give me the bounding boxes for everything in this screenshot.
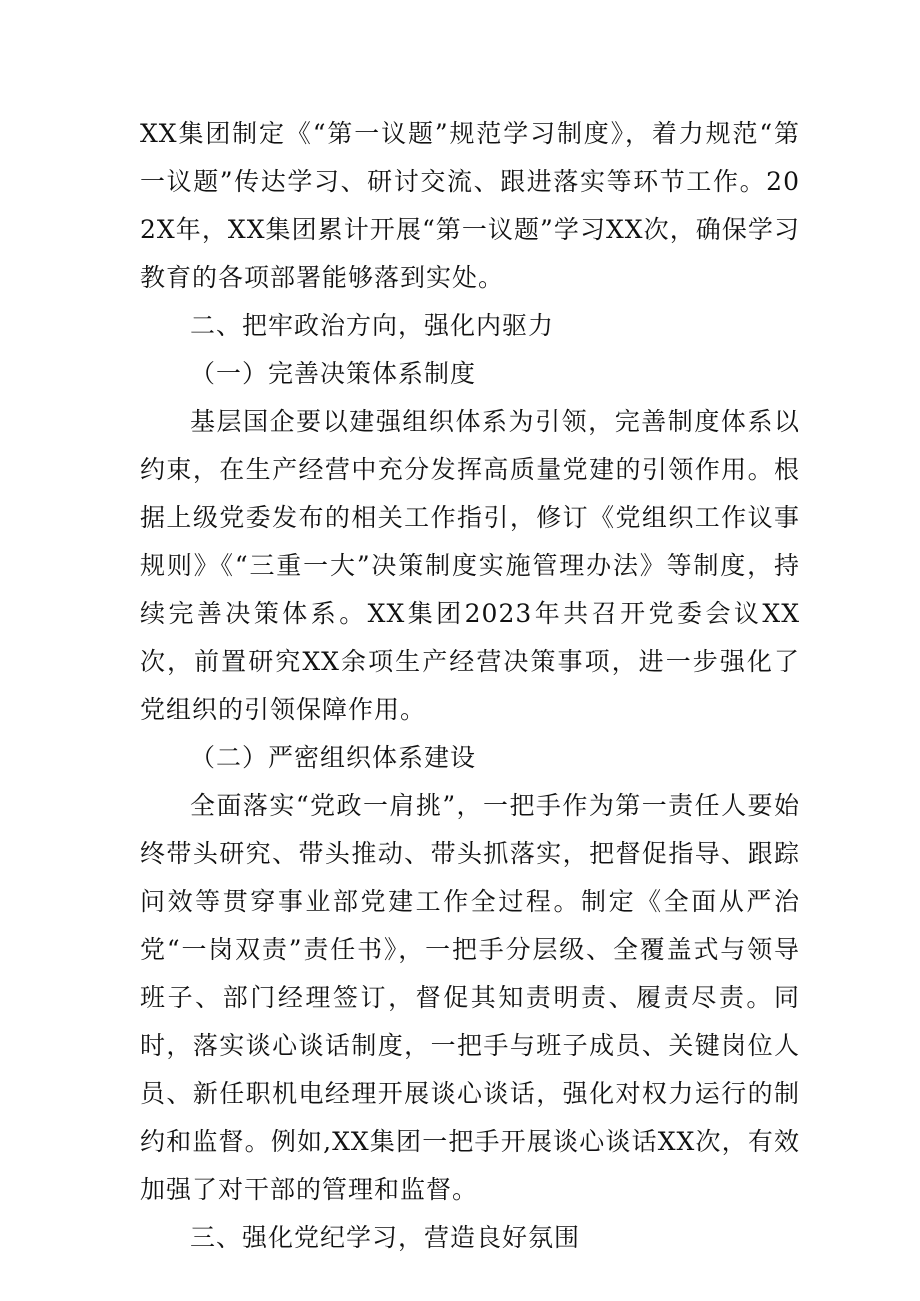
paragraph-2-1: 基层国企要以建强组织体系为引领，完善制度体系以约束，在生产经营中充分发挥高质量党建的引领作用。根据上级党委发布的相关工作指引，修订《党组织工作议事规则》《“三重一大”决策制度实施管理办法》等制度，持续完善决策体系。XX集团2023年共召开党委会议XX次，前置研究XX余项生产经营决策事项，进一步强化了党组织的引领保障作用。 <box>140 407 800 724</box>
paragraph-2-2: 全面落实“党政一肩挑”，一把手作为第一责任人要始终带头研究、带头推动、带头抓落实，把督促指导、跟踪问效等贯穿事业部党建工作全过程。制定《全面从严治党“一岗双责”责任书》，一把手分层级、全覆盖式与领导班子、部门经理签订，督促其知责明责、履责尽责。同时，落实谈心谈话制度，一把手与班子成员、关键岗位人员、新任职机电经理开展谈心谈话，强化对权力运行的制约和监督。例如,XX集团一把手开展谈心谈话XX次，有效加强了对干部的管理和监督。 <box>140 791 800 1204</box>
subsection-heading-2-2: （二）严密组织体系建设 <box>190 743 477 772</box>
section-heading-3: 三、强化党纪学习，营造良好氛围 <box>190 1223 581 1252</box>
section-heading-2: 二、把牢政治方向，强化内驱力 <box>190 311 555 340</box>
subsection-heading-2-1: （一）完善决策体系制度 <box>190 359 477 388</box>
document-body <box>140 110 800 1262</box>
paragraph-intro: XX集团制定《“第一议题”规范学习制度》，着力规范“第一议题”传达学习、研讨交流、跟进落实等环节工作。202X年，XX集团累计开展“第一议题”学习XX次，确保学习教育的各项部署能够落到实处。 <box>140 119 800 292</box>
